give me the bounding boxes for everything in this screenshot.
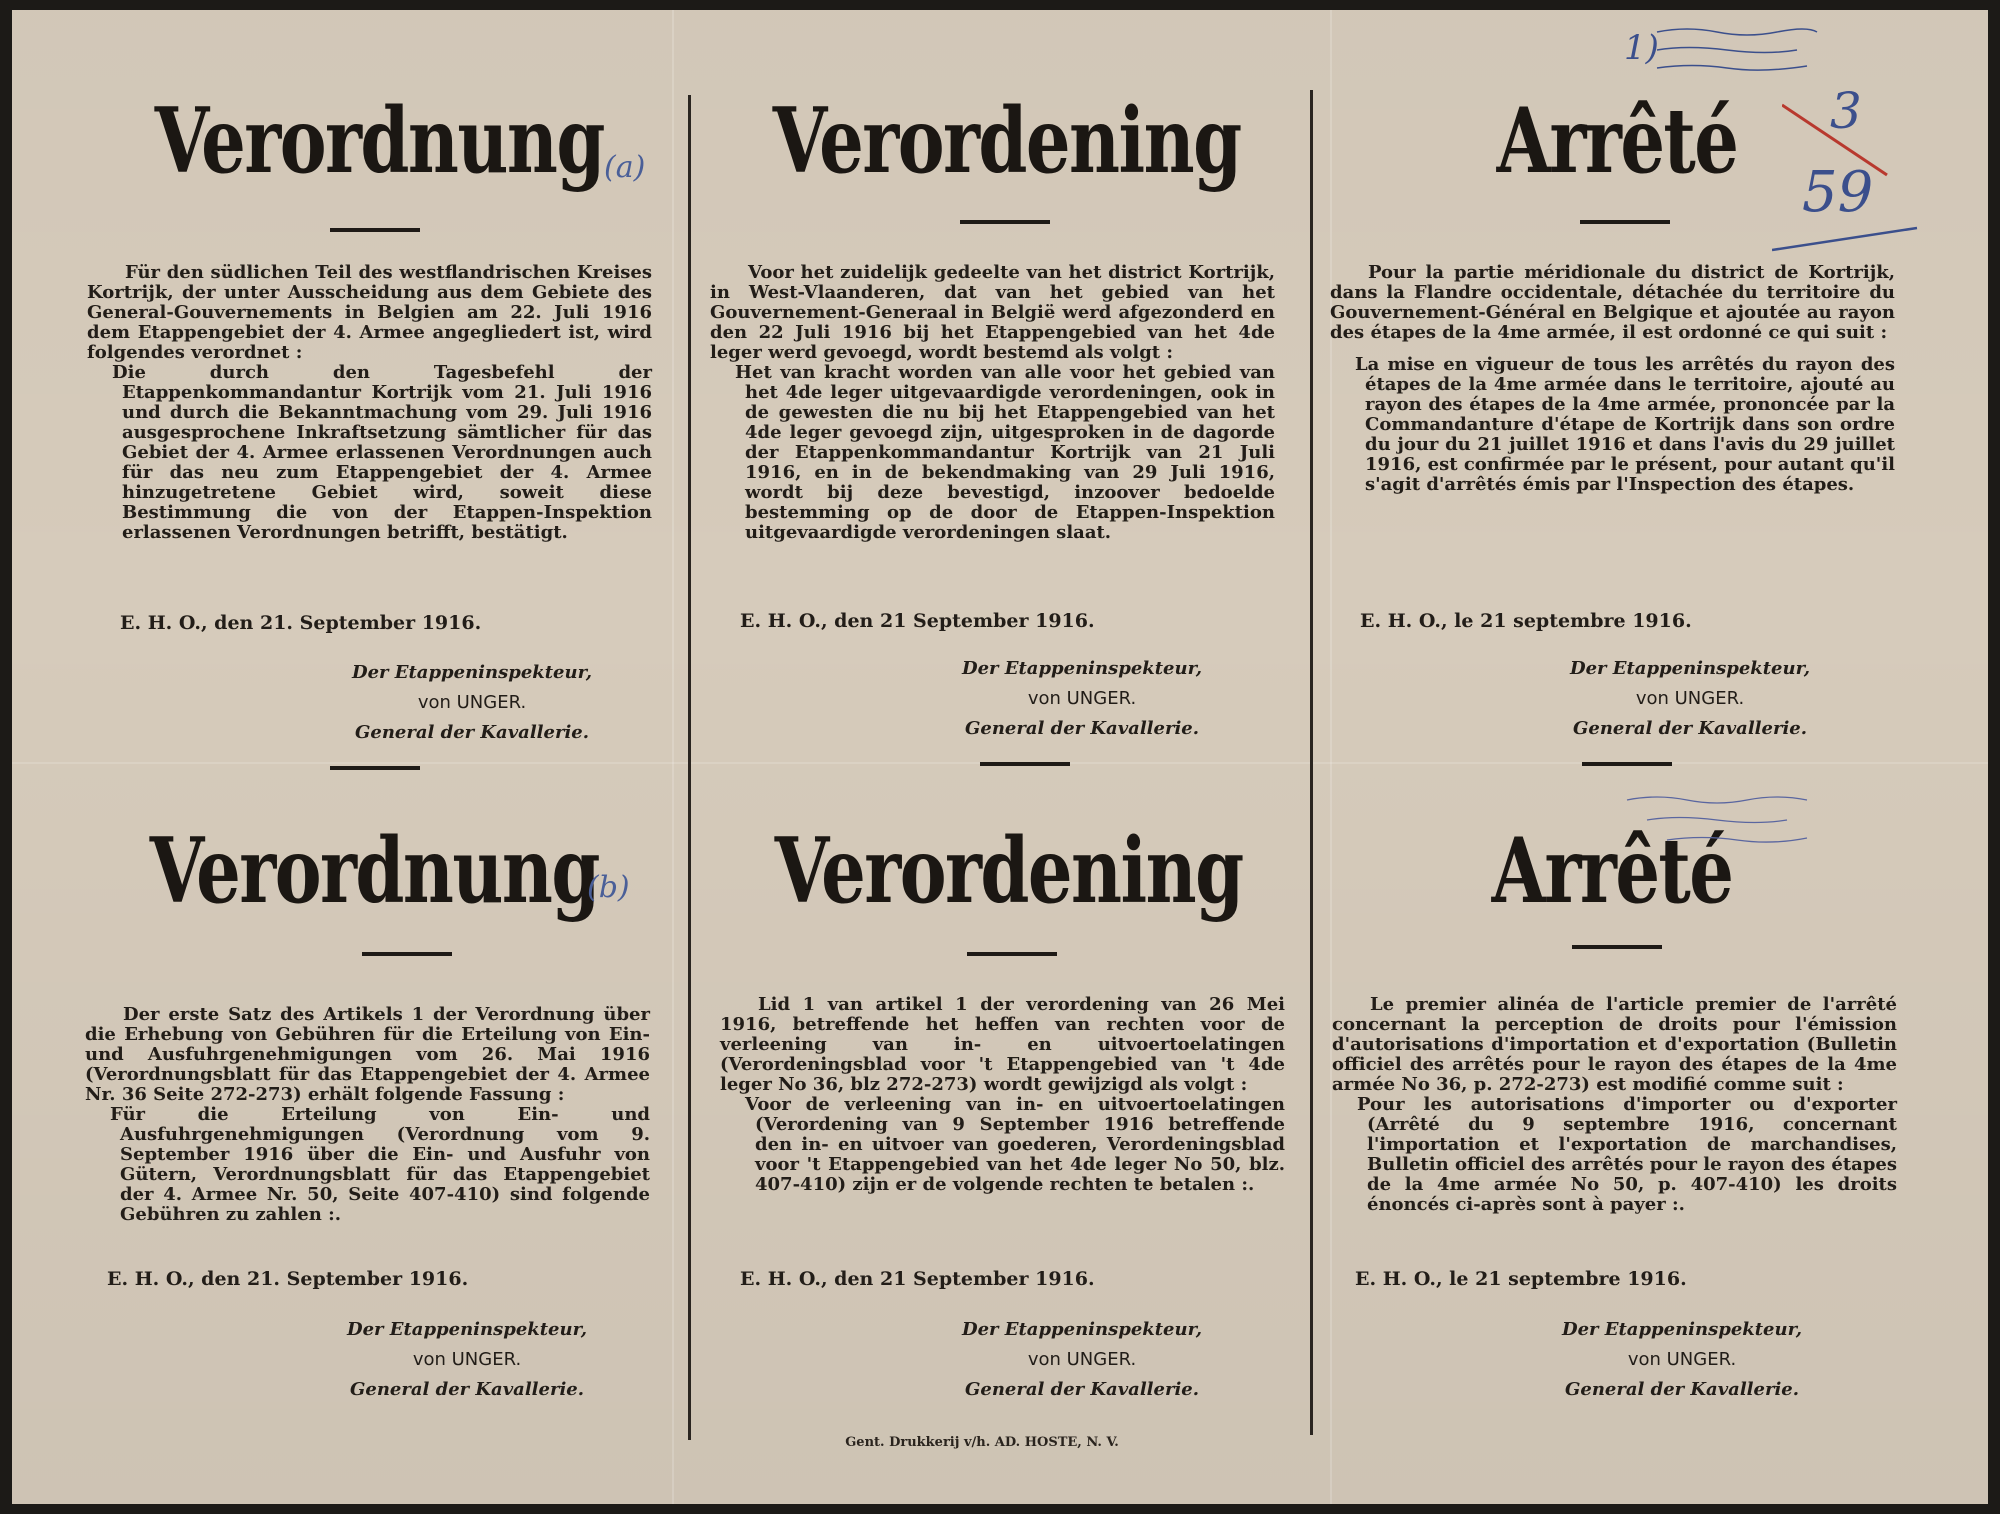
divider-dash (330, 228, 420, 232)
body-de-bottom (85, 1005, 650, 1225)
paragraph: Het van kracht worden van alle voor het gebied van het 4de leger uitgevaardigde verordeningen, ook in de gewesten die nu bij het Etappengebied van het 4de leger gevoegd zijn, uitgesproken in de dagorde der Etappenkommandantur Kortrijk van 21 Juli 1916, en in de bekendmaking van 29 Juli 1916, wordt bij deze bevestigd, inzoover bedoelde bestemming op de door de Etappen-Inspektion uitgevaardigde verordeningen slaat. (735, 362, 1275, 543)
signature-rank: General der Kavallerie. (965, 1379, 1199, 1400)
signature-name: von UNGER. (1027, 688, 1137, 709)
signature-block (322, 658, 622, 748)
title-de-bottom: Verordnung (149, 818, 599, 924)
poster (12, 10, 1988, 1504)
paragraph: La mise en vigueur de tous les arrêtés du rayon des étapes de la 4me armée dans le territoire, ajouté au rayon des étapes de la 4me armée, prononcée par la Commandanture d'étape de Kortrijk dans son ordre du jour du 21 juillet 1916 et dans l'avis du 29 juillet 1916, est confirmée par le présent, pour autant qu'il s'agit d'arrêtés émis par l'Inspection des étapes. (1355, 354, 1895, 495)
body-nl-top (710, 263, 1275, 543)
body-fr-top (1330, 263, 1895, 495)
paragraph: Der erste Satz des Artikels 1 der Verordnung über die Erhebung von Gebühren für die Erteilung von Ein- und Ausfuhrgenehmigungen vom 26. Mai 1916 (Verordnungsblatt für das Etappengebiet der 4. Armee Nr. 36 Seite 272-273) erhält folgende Fassung : (85, 1004, 650, 1105)
signature-rank: General der Kavallerie. (355, 722, 589, 743)
paragraph: Die durch den Tagesbefehl der Etappenkommandantur Kortrijk vom 21. Juli 1916 und durch die Bekanntmachung vom 29. Juli 1916 ausgesprochene Inkraftsetzung sämtlicher für das Gebiet der 4. Armee erlassenen Verordnungen auch für das neu zum Etappengebiet der 4. Armee hinzugetretene Gebiet wird, soweit diese Bestimmung die von der Etappen-Inspektion erlassenen Verordnungen betrifft, bestätigt. (112, 362, 652, 543)
signature-title: Der Etappeninspekteur, (346, 1319, 588, 1340)
signature-name: von UNGER. (417, 692, 527, 713)
signature-block (1532, 1315, 1832, 1405)
marginal-mark: (b) (587, 870, 630, 905)
paragraph: Lid 1 van artikel 1 der verordening van 26 Mei 1916, betreffende het heffen van rechten voor de verleening van in- en uitvoertoelatingen (Verordeningsblad voor 't Etappengebied van 't 4de leger No 36, blz 272-273) wordt gewijzigd als volgt : (720, 994, 1285, 1095)
handwritten-reference-note (1622, 785, 1822, 860)
date-line: E. H. O., le 21 septembre 1916. (1355, 1268, 1687, 1290)
signature-block (317, 1315, 617, 1405)
paragraph: Voor het zuidelijk gedeelte van het district Kortrijk, in West-Vlaanderen, dat van het gebied van het Gouvernement-Generaal in België werd afgezonderd en den 22 Juli 1916 bij het Etappengebied van het 4de leger werd gevoegd, wordt bestemd als volgt : (710, 262, 1275, 363)
fold-line (672, 10, 674, 1504)
paragraph: Voor de verleening van in- en uitvoertoelatingen (Verordening van 9 September 1916 betreffende den in- en uitvoer van goederen, Verordeningsblad voor 't Etappengebied van het 4de leger No 50, blz. 407-410) zijn er de volgende rechten te betalen :. (745, 1094, 1285, 1195)
paragraph: Für den südlichen Teil des westflandrischen Kreises Kortrijk, der unter Ausscheidung aus dem Gebiete des General-Gouvernements in Belgien am 22. Juli 1916 dem Etappengebiet der 4. Armee angegliedert ist, wird folgendes verordnet : (87, 262, 652, 363)
signature-title: Der Etappeninspekteur, (961, 1319, 1203, 1340)
divider-dash (330, 766, 420, 770)
signature-block (1540, 654, 1840, 744)
signature-name: von UNGER. (1027, 1349, 1137, 1370)
signature-block (932, 1315, 1232, 1405)
title-nl-top: Verordening (772, 88, 1241, 194)
marginal-mark: (a) (604, 150, 646, 185)
body-fr-bottom (1332, 995, 1897, 1215)
signature-rank: General der Kavallerie. (1565, 1379, 1799, 1400)
column-divider (1310, 90, 1313, 1435)
crossed-number-annotation: 3 (1830, 82, 1862, 140)
date-line: E. H. O., le 21 septembre 1916. (1360, 610, 1692, 632)
fold-line (1330, 10, 1332, 1504)
divider-dash (1580, 220, 1670, 224)
handwritten-reference-note (1652, 20, 1822, 80)
divider-dash (960, 220, 1050, 224)
divider-dash (1582, 762, 1672, 766)
divider-dash (1572, 945, 1662, 949)
title-nl-bottom: Verordening (774, 818, 1243, 924)
title-fr-top: Arrêté (1496, 88, 1738, 194)
date-line: E. H. O., den 21. September 1916. (120, 612, 482, 634)
signature-title: Der Etappeninspekteur, (1569, 658, 1811, 679)
printer-imprint: Gent. Drukkerij v/h. AD. HOSTE, N. V. (845, 1435, 1119, 1450)
date-line: E. H. O., den 21 September 1916. (740, 610, 1095, 632)
archive-number-annotation: 1) (1624, 28, 1659, 68)
divider-dash (362, 952, 452, 956)
body-de-top (87, 263, 652, 543)
paragraph: Pour les autorisations d'importer ou d'exporter (Arrêté du 9 septembre 1916, concernant l'importation et l'exportation de marchandises, Bulletin officiel des arrêtés pour le rayon des étapes de la 4me armée No 50, p. 407-410) les droits énoncés ci-après sont à payer :. (1357, 1094, 1897, 1215)
number-annotation: 59 (1802, 160, 1874, 225)
signature-rank: General der Kavallerie. (965, 718, 1199, 739)
signature-rank: General der Kavallerie. (1573, 718, 1807, 739)
divider-dash (980, 762, 1070, 766)
paragraph: Pour la partie méridionale du district de Kortrijk, dans la Flandre occidentale, détachée du territoire du Gouvernement-Général en Belgique et ajoutée au rayon des étapes de la 4me armée, il est ordonné ce qui suit : (1330, 262, 1895, 343)
date-line: E. H. O., den 21. September 1916. (107, 1268, 469, 1290)
title-fr-bottom: Arrêté (1491, 818, 1733, 924)
date-line: E. H. O., den 21 September 1916. (740, 1268, 1095, 1290)
paragraph: Für die Erteilung von Ein- und Ausfuhrgenehmigungen (Verordnung vom 9. September 1916 über die Ein- und Ausfuhr von Gütern, Verordnungsblatt für das Etappengebiet der 4. Armee Nr. 50, Seite 407-410) sind folgende Gebühren zu zahlen :. (110, 1104, 650, 1225)
signature-title: Der Etappeninspekteur, (351, 662, 593, 683)
divider-dash (967, 952, 1057, 956)
signature-rank: General der Kavallerie. (350, 1379, 584, 1400)
signature-title: Der Etappeninspekteur, (1561, 1319, 1803, 1340)
pencil-underline (1772, 220, 1922, 260)
column-divider (688, 95, 691, 1440)
paragraph: Le premier alinéa de l'article premier de l'arrêté concernant la perception de droits pour l'émission d'autorisations d'importation et d'exportation (Bulletin officiel des arrêtés pour le rayon des étapes de la 4me armée No 36, p. 272-273) est modifié comme suit : (1332, 994, 1897, 1095)
body-nl-bottom (720, 995, 1285, 1195)
title-de-top: Verordnung (154, 88, 604, 194)
signature-name: von UNGER. (412, 1349, 522, 1370)
signature-name: von UNGER. (1635, 688, 1745, 709)
signature-name: von UNGER. (1627, 1349, 1737, 1370)
signature-title: Der Etappeninspekteur, (961, 658, 1203, 679)
signature-block (932, 654, 1232, 744)
